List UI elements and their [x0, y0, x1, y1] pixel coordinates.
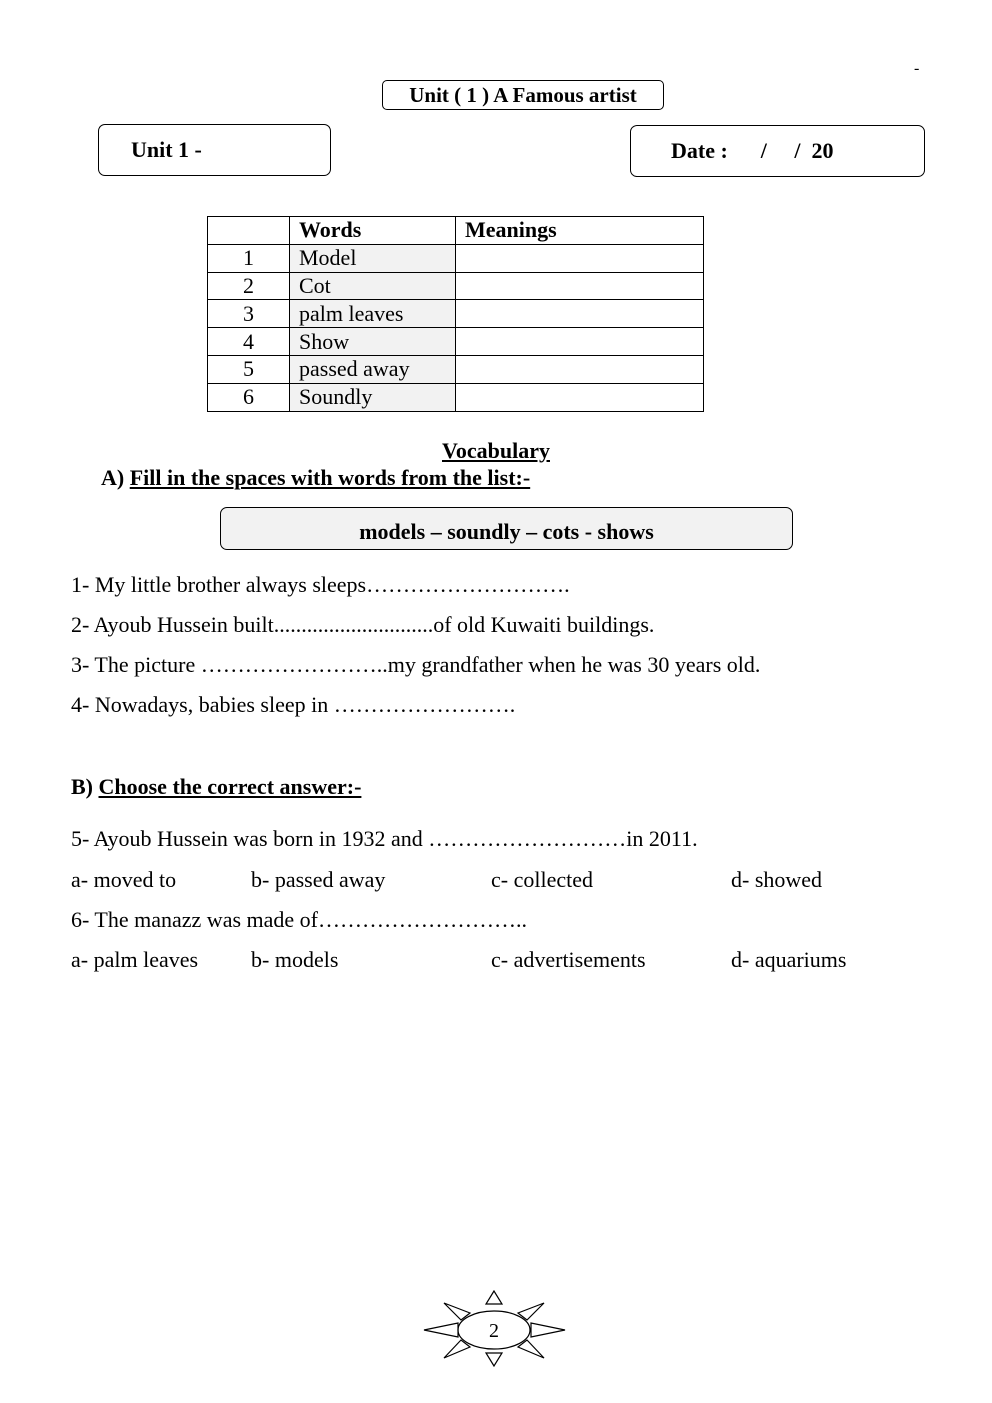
q6-option-b[interactable]: b- models [251, 947, 339, 972]
table-header-number [208, 217, 290, 245]
row-meaning[interactable] [456, 300, 704, 328]
row-word: Cot [290, 272, 456, 300]
row-word: Show [290, 328, 456, 356]
table-row [208, 272, 704, 300]
sun-icon [420, 1288, 568, 1370]
row-meaning[interactable] [456, 328, 704, 356]
vocabulary-heading: Vocabulary [442, 438, 550, 463]
q5-option-c[interactable]: c- collected [491, 867, 593, 892]
row-number: 4 [208, 328, 290, 356]
page-number: 2 [489, 1320, 499, 1342]
date-box: Date : / / 20 [630, 125, 925, 177]
table-row [208, 355, 704, 383]
words-meanings-table [207, 216, 704, 412]
page-title: Unit ( 1 ) A Famous artist [382, 80, 664, 110]
table-header-words: Words [290, 217, 456, 245]
question-6: 6- The manazz was made of……………………….. [71, 907, 527, 932]
table-row [208, 383, 704, 411]
q6-option-d[interactable]: d- aquariums [731, 947, 847, 972]
table-row [208, 328, 704, 356]
row-meaning[interactable] [456, 272, 704, 300]
row-word: palm leaves [290, 300, 456, 328]
section-b-letter: B) [71, 774, 93, 799]
fill-sentence-4: 4- Nowadays, babies sleep in ……………………. [71, 692, 516, 717]
row-word: Model [290, 244, 456, 272]
q5-option-b[interactable]: b- passed away [251, 867, 386, 892]
word-list-box: models – soundly – cots - shows [220, 507, 793, 550]
section-b-instruction: Choose the correct answer:- [98, 774, 362, 799]
fill-sentence-2: 2- Ayoub Hussein built.............................of old Kuwaiti buildings. [71, 612, 655, 637]
q6-option-c[interactable]: c- advertisements [491, 947, 646, 972]
row-word: passed away [290, 355, 456, 383]
row-meaning[interactable] [456, 383, 704, 411]
table-header-row [208, 217, 704, 245]
row-meaning[interactable] [456, 244, 704, 272]
row-word: Soundly [290, 383, 456, 411]
section-a-heading [101, 465, 530, 491]
table-row [208, 244, 704, 272]
row-number: 2 [208, 272, 290, 300]
row-number: 5 [208, 355, 290, 383]
q6-option-a[interactable]: a- palm leaves [71, 947, 199, 972]
unit-label-box: Unit 1 - [98, 124, 331, 176]
table-row [208, 300, 704, 328]
q5-option-a[interactable]: a- moved to [71, 867, 177, 892]
fill-sentence-1: 1- My little brother always sleeps………………………. [71, 572, 570, 597]
section-b-heading [71, 774, 361, 800]
section-a-letter: A) [101, 465, 125, 490]
row-number: 1 [208, 244, 290, 272]
row-meaning[interactable] [456, 355, 704, 383]
q5-option-d[interactable]: d- showed [731, 867, 823, 892]
question-5: 5- Ayoub Hussein was born in 1932 and ………………………in 2011. [71, 826, 698, 851]
corner-mark: - [914, 60, 920, 77]
section-a-instruction: Fill in the spaces with words from the list:- [129, 465, 531, 490]
table-header-meanings: Meanings [456, 217, 704, 245]
fill-sentence-3: 3- The picture ……………………..my grandfather when he was 30 years old. [71, 652, 761, 677]
row-number: 3 [208, 300, 290, 328]
row-number: 6 [208, 383, 290, 411]
